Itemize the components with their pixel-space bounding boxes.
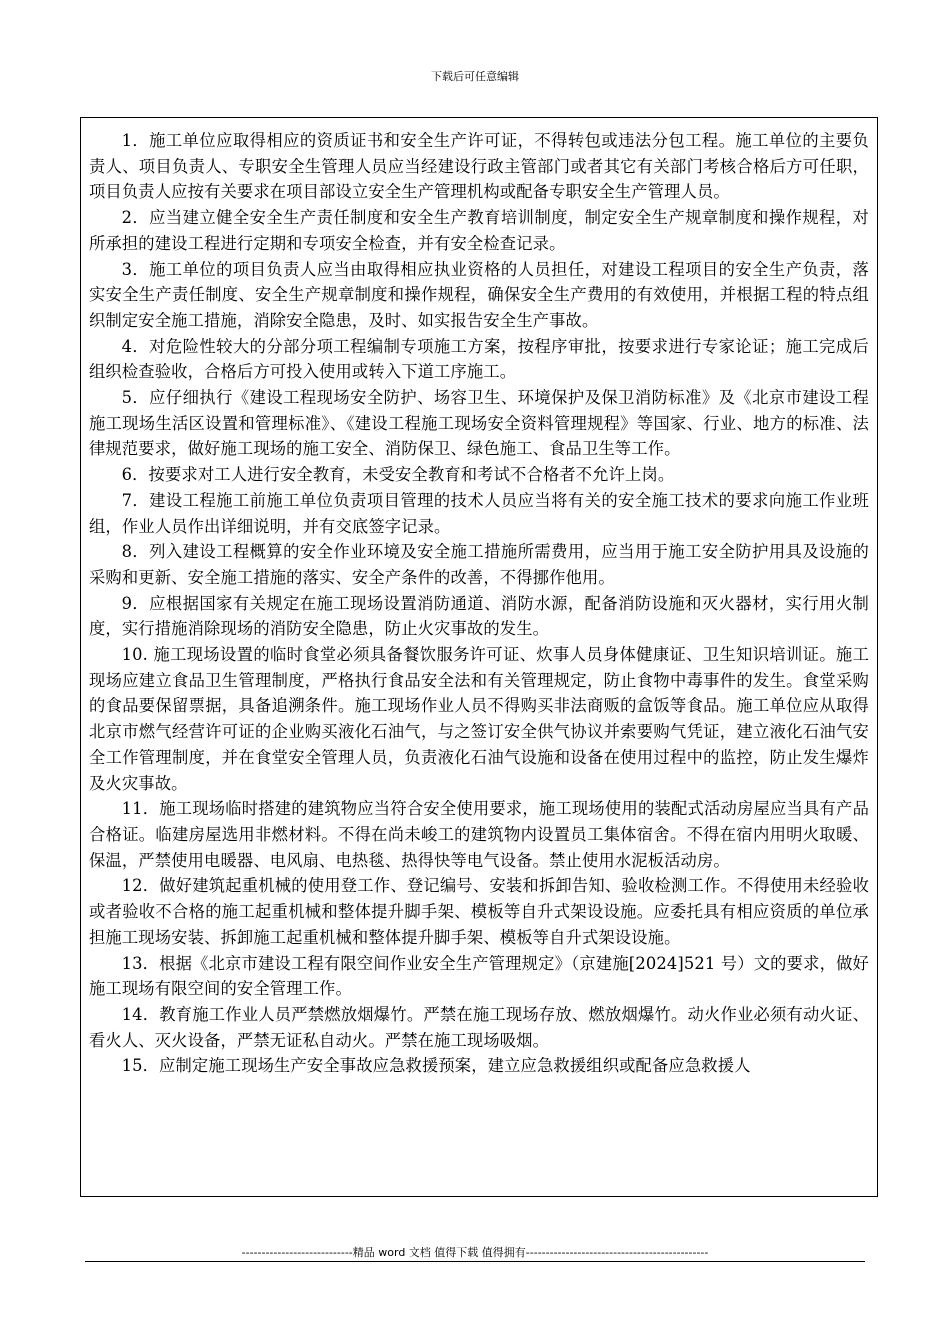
footer-text: ----------------------------精品 word 文档 值得下载 值得拥有---------------------------------------------- bbox=[241, 1246, 709, 1259]
paragraph-15: 15．应制定施工现场生产安全事故应急救援预案，建立应急救援组织或配备应急救援人 bbox=[121, 1056, 751, 1076]
paragraph-10: 10. 施工现场设置的临时食堂必须具备餐饮服务许可证、炊事人员身体健康证、卫生知识培训证。施工现场应建立食品卫生管理制度，严格执行食品安全法和有关管理规定，防止食物中毒事件的发生。食堂采购的食品要保留票据，具备追溯条件。施工现场作业人员不得购买非法商贩的盒饭等食品。施工单位应从取得北京市燃气经营许可证的企业购买液化石油气，与之签订安全供气协议并索要购气凭证，建立液化石油气安全工作管理制度，并在食堂安全管理人员，负责液化石油气设施和设备在使用过程中的监控，防止发生爆炸及火灾事故。 bbox=[89, 645, 869, 793]
paragraph-5: 5．应仔细执行《建设工程现场安全防护、场容卫生、环境保护及保卫消防标准》及《北京市建设工程施工现场生活区设置和管理标准》、《建设工程施工现场安全资料管理规程》等国家、行业、地方的标准、法律规范要求，做好施工现场的施工安全、消防保卫、绿色施工、食品卫生等工作。 bbox=[89, 388, 869, 459]
paragraph-12: 12．做好建筑起重机械的使用登工作、登记编号、安装和拆卸告知、验收检测工作。不得使用未经验收或者验收不合格的施工起重机械和整体提升脚手架、模板等自升式架设设施。应委托具有相应资质的单位承担施工现场安装、拆卸施工起重机械和整体提升脚手架、模板等自升式架设设施。 bbox=[89, 876, 869, 947]
paragraph-3: 3．施工单位的项目负责人应当由取得相应执业资格的人员担任，对建设工程项目的安全生产负责，落实安全生产责任制度、安全生产规章制度和操作规程，确保安全生产费用的有效使用，并根据工程的特点组织制定安全施工措施，消除安全隐患，及时、如实报告安全生产事故。 bbox=[89, 259, 869, 330]
footer-rule bbox=[85, 1261, 865, 1262]
paragraph-14: 14．教育施工作业人员严禁燃放烟爆竹。严禁在施工现场存放、燃放烟爆竹。动火作业必须有动火证、看火人、灭火设备，严禁无证私自动火。严禁在施工现场吸烟。 bbox=[89, 1004, 869, 1050]
paragraph-4: 4．对危险性较大的分部分项工程编制专项施工方案，按程序审批，按要求进行专家论证；施工完成后组织检查验收，合格后方可投入使用或转入下道工序施工。 bbox=[89, 336, 869, 382]
paragraph-7: 7．建设工程施工前施工单位负责项目管理的技术人员应当将有关的安全施工技术的要求向施工作业班组，作业人员作出详细说明，并有交底签字记录。 bbox=[89, 490, 869, 536]
paragraph-13: 13．根据《北京市建设工程有限空间作业安全生产管理规定》（京建施[2024]521 号）文的要求，做好施工现场有限空间的安全管理工作。 bbox=[89, 953, 869, 999]
paragraph-1: 1．施工单位应取得相应的资质证书和安全生产许可证，不得转包或违法分包工程。施工单位的主要负责人、项目负责人、专职安全生管理人员应当经建设行政主管部门或者其它有关部门考核合格后方可任职，项目负责人应按有关要求在项目部设立安全生产管理机构或配备专职安全生产管理人员。 bbox=[89, 131, 869, 202]
paragraph-9: 9．应根据国家有关规定在施工现场设置消防通道、消防水源，配备消防设施和灭火器材，实行用火制度，实行措施消除现场的消防安全隐患，防止火灾事故的发生。 bbox=[89, 593, 869, 639]
paragraph-11: 11．施工现场临时搭建的建筑物应当符合安全使用要求，施工现场使用的装配式活动房屋应当具有产品合格证。临建房屋选用非燃材料。不得在尚未峻工的建筑物内设置员工集体宿舍。不得在宿内用明火取暖、保温，严禁使用电暖器、电风扇、电热毯、热得快等电气设备。禁止使用水泥板活动房。 bbox=[89, 799, 869, 870]
header-note: 下载后可任意编辑 bbox=[431, 70, 519, 83]
paragraph-2: 2．应当建立健全安全生产责任制度和安全生产教育培训制度，制定安全生产规章制度和操作规程，对所承担的建设工程进行定期和专项安全检查，并有安全检查记录。 bbox=[89, 208, 869, 253]
content-box bbox=[80, 117, 878, 1197]
paragraph-8: 8．列入建设工程概算的安全作业环境及安全施工措施所需费用，应当用于施工安全防护用具及设施的采购和更新、安全施工措施的落实、安全产条件的改善，不得挪作他用。 bbox=[89, 542, 869, 587]
paragraph-6: 6．按要求对工人进行安全教育，未受安全教育和考试不合格者不允许上岗。 bbox=[121, 465, 675, 485]
